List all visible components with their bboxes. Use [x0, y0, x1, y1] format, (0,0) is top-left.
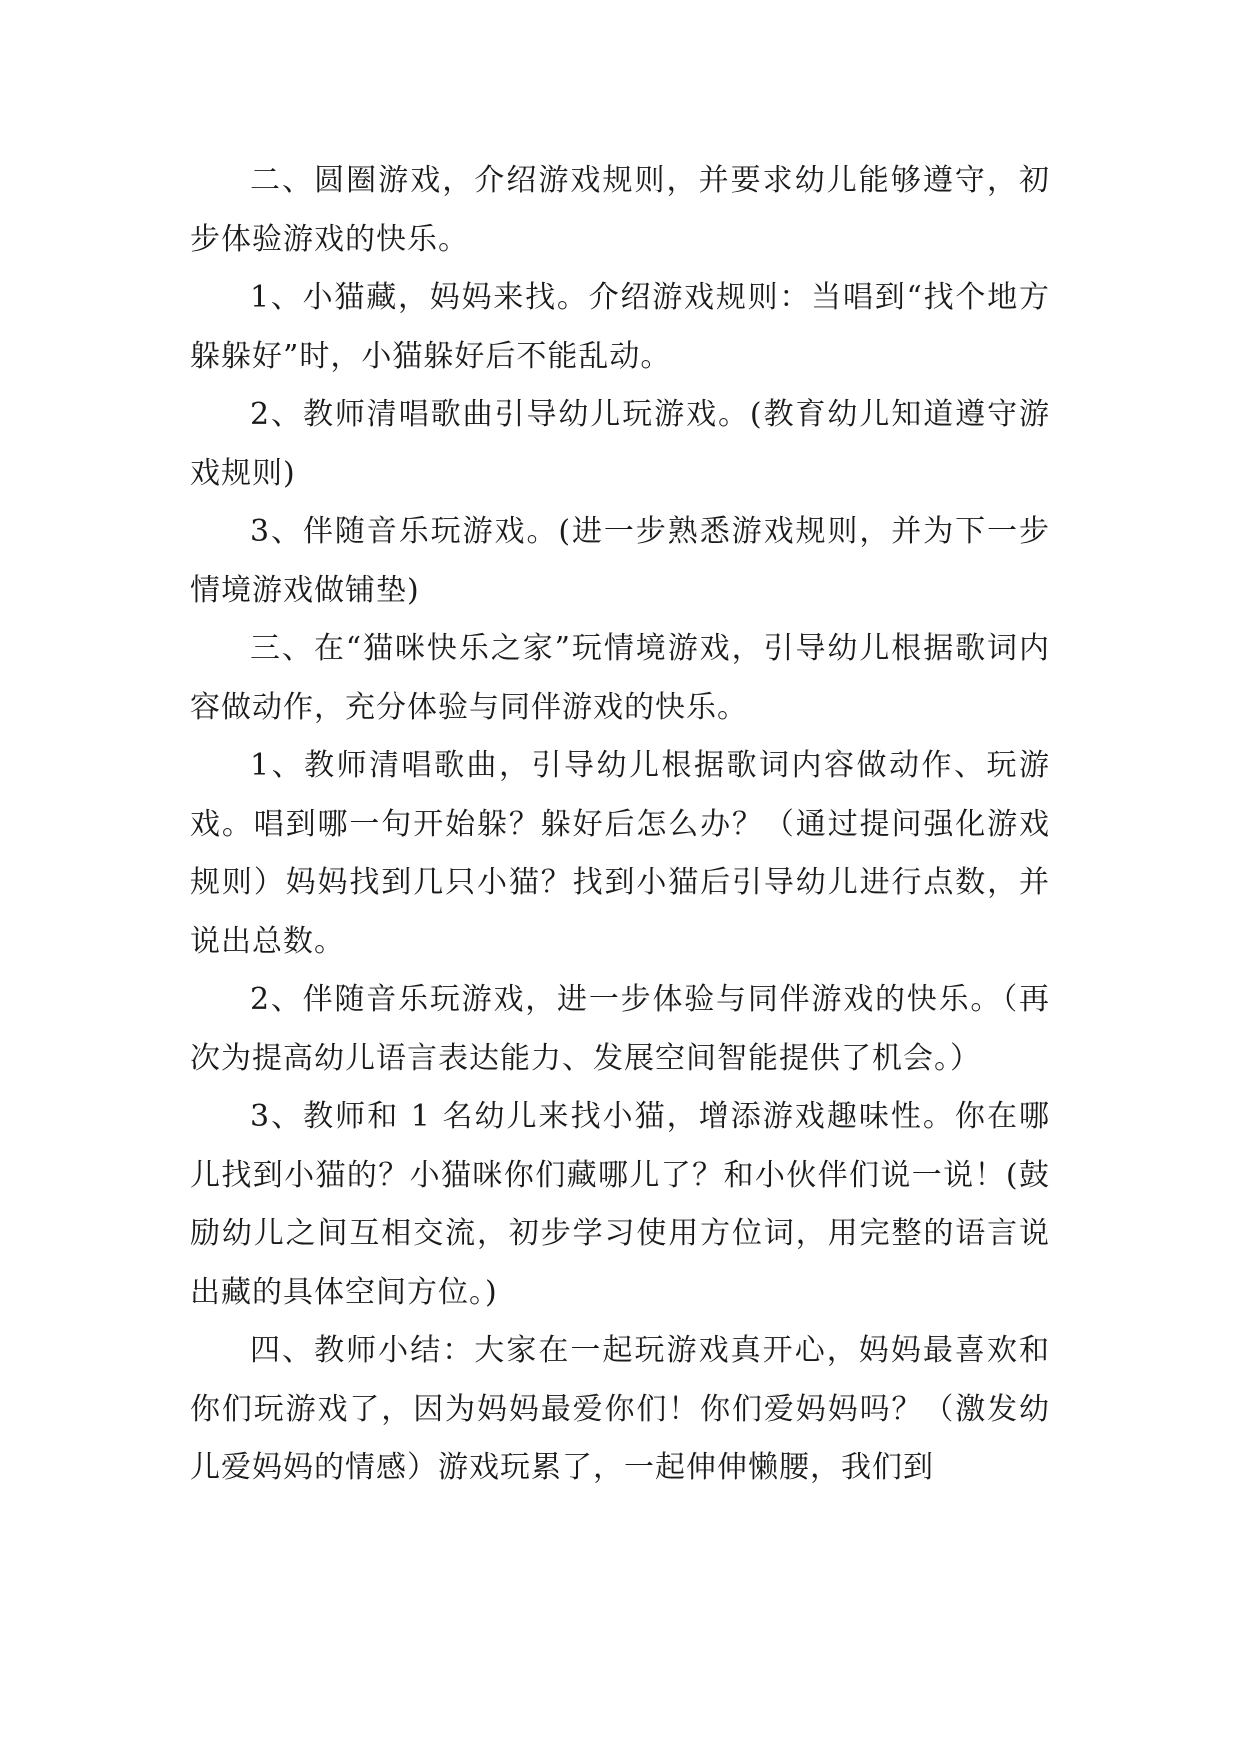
document-body — [190, 152, 1050, 1498]
paragraph-step-3-1: 1、教师清唱歌曲，引导幼儿根据歌词内容做动作、玩游戏。唱到哪一句开始躲？躲好后怎么办？（通过提问强化游戏规则）妈妈找到几只小猫？找到小猫后引导幼儿进行点数，并说出总数。 — [190, 748, 1050, 959]
paragraph-step-2-2: 2、教师清唱歌曲引导幼儿玩游戏。(教育幼儿知道遵守游戏规则) — [190, 397, 1050, 491]
paragraph-section-four: 四、教师小结：大家在一起玩游戏真开心，妈妈最喜欢和你们玩游戏了，因为妈妈最爱你们！你们爱妈妈吗？（激发幼儿爱妈妈的情感）游戏玩累了，一起伸伸懒腰，我们到 — [190, 1333, 1050, 1485]
paragraph-step-2-1: 1、小猫藏，妈妈来找。介绍游戏规则：当唱到“找个地方躲躲好”时，小猫躲好后不能乱动。 — [190, 280, 1050, 374]
paragraph-section-two: 二、圆圈游戏，介绍游戏规则，并要求幼儿能够遵守，初步体验游戏的快乐。 — [190, 163, 1050, 257]
paragraph-section-three: 三、在“猫咪快乐之家”玩情境游戏，引导幼儿根据歌词内容做动作，充分体验与同伴游戏的快乐。 — [190, 631, 1050, 725]
paragraph-step-3-2: 2、伴随音乐玩游戏，进一步体验与同伴游戏的快乐。（再次为提高幼儿语言表达能力、发展空间智能提供了机会。） — [190, 982, 1050, 1076]
paragraph-step-3-3: 3、教师和 1 名幼儿来找小猫，增添游戏趣味性。你在哪儿找到小猫的？小猫咪你们藏哪儿了？和小伙伴们说一说！(鼓励幼儿之间互相交流，初步学习使用方位词，用完整的语言说出藏的具体空间方位。) — [190, 1099, 1050, 1310]
paragraph-step-2-3: 3、伴随音乐玩游戏。(进一步熟悉游戏规则，并为下一步情境游戏做铺垫) — [190, 514, 1050, 608]
